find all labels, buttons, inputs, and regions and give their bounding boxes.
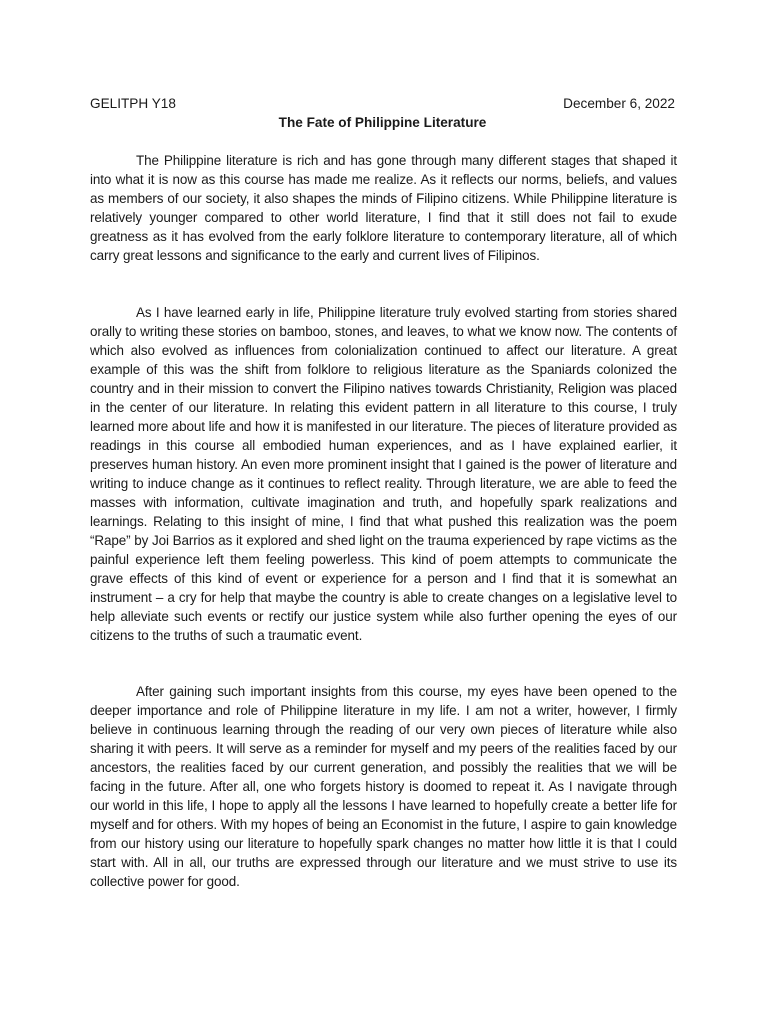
paragraph-3: After gaining such important insights from this course, my eyes have been opened to the deeper importance and role of Philippine literature in my life. I am not a writer, however, I firmly believe in continuous learning through the reading of our very own pieces of literature while also sharing it with peers. It will serve as a reminder for myself and my peers of the realities faced by our ancestors, the realities faced by our current generation, and possibly the realities that we will be facing in the future. After all, one who forgets history is doomed to repeat it. As I navigate through our world in this life, I hope to apply all the lessons I have learned to hopefully create a better life for myself and for others. With my hopes of being an Economist in the future, I aspire to gain knowledge from our history using our literature to hopefully spark changes no matter how little it is that I could start with. All in all, our truths are expressed through our literature and we must strive to use its collective power for good.: [90, 684, 677, 889]
document-date: December 6, 2022: [563, 96, 675, 111]
paragraph-1: The Philippine literature is rich and has gone through many different stages that shaped it into what it is now as this course has made me realize. As it reflects our norms, beliefs, and values as members of our society, it also shapes the minds of Filipino citizens. While Philippine literature is relatively younger compared to other world literature, I find that it still does not fail to exude greatness as it has evolved from the early folklore literature to contemporary literature, all of which carry great lessons and significance to the early and current lives of Filipinos.: [90, 153, 677, 263]
document-title: The Fate of Philippine Literature: [278, 115, 487, 130]
document-header: [90, 94, 675, 114]
paragraph-2: As I have learned early in life, Philippine literature truly evolved starting from stories shared orally to writing these stories on bamboo, stones, and leaves, to what we know now. The contents of which also evolved as influences from colonialization continued to affect our literature. A great example of this was the shift from folklore to religious literature as the Spaniards colonized the country and in their mission to convert the Filipino natives towards Christianity, Religion was placed in the center of our literature. In relating this evident pattern in all literature to this course, I truly learned more about life and how it is manifested in our literature. The pieces of literature provided as readings in this course all embodied human experiences, and as I have explained earlier, it preserves human history. An even more prominent insight that I gained is the power of literature and writing to induce change as it continues to reflect reality. Through literature, we are able to feed the masses with information, cultivate imagination and truth, and hopefully spark realizations and learnings. Relating to this insight of mine, I find that what pushed this realization was the poem “Rape” by Joi Barrios as it explored and shed light on the trauma experienced by rape victims as the painful experience left them feeling powerless. This kind of poem attempts to communicate the grave effects of this kind of event or experience for a person and I find that it is somewhat an instrument – a cry for help that maybe the country is able to create changes on a legislative level to help alleviate such events or rectify our justice system while also further opening the eyes of our citizens to the truths of such a traumatic event.: [90, 305, 677, 643]
course-code: GELITPH Y18: [90, 96, 176, 111]
